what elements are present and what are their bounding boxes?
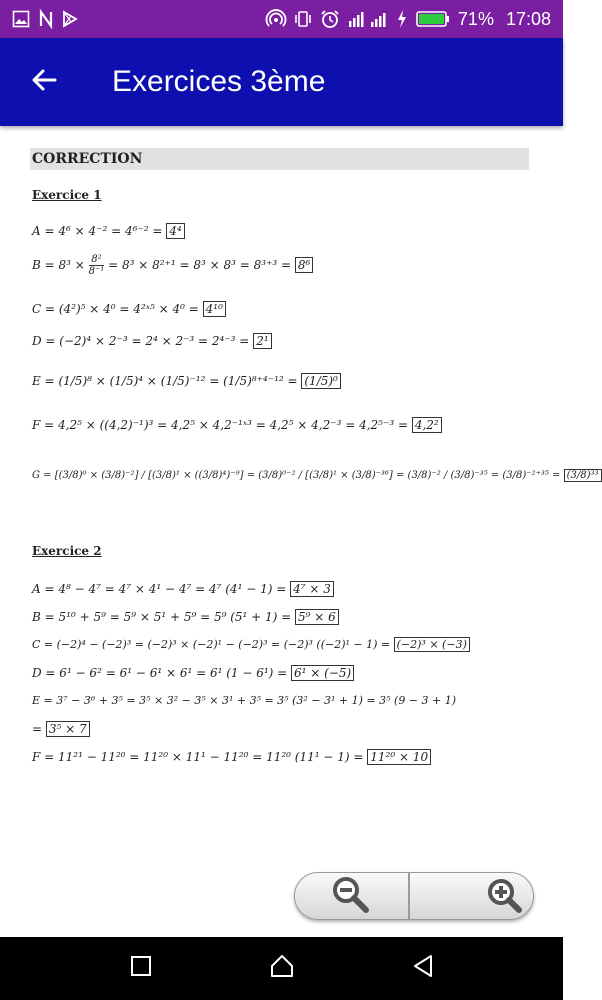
recents-icon xyxy=(129,954,153,983)
n-notification-icon xyxy=(39,9,53,29)
charging-icon xyxy=(396,9,408,29)
back-button[interactable] xyxy=(14,52,74,112)
zoom-out-icon xyxy=(330,874,374,919)
equation-2a: A = 4⁸ − 4⁷ = 4⁷ × 4¹ − 4⁷ = 4⁷ (4¹ − 1) = 4⁷ × 3 xyxy=(32,582,334,596)
gallery-icon xyxy=(12,9,30,29)
boxed-result: (−2)³ × (−3) xyxy=(394,637,470,652)
battery-percentage: 71% xyxy=(457,8,494,29)
alarm-icon xyxy=(320,9,340,29)
equation-2b: B = 5¹⁰ + 5⁹ = 5⁹ × 5¹ + 5⁹ = 5⁹ (5¹ + 1) = 5⁹ × 6 xyxy=(32,610,339,624)
fraction: $\frac{\text{8²}}{\text{8⁻¹}}$ xyxy=(88,254,105,277)
boxed-result: 4⁷ × 3 xyxy=(290,581,334,597)
boxed-result: (1/5)⁰ xyxy=(301,373,341,389)
boxed-result: (3/8)³³ xyxy=(564,469,602,482)
zoom-in-button[interactable] xyxy=(410,873,533,919)
back-icon xyxy=(410,953,436,984)
back-arrow-icon xyxy=(31,67,57,98)
home-button[interactable] xyxy=(260,947,304,991)
battery-icon xyxy=(416,9,450,29)
exercise-1-title: Exercice 1 xyxy=(32,188,102,202)
status-bar xyxy=(0,0,563,38)
vibrate-icon xyxy=(294,9,312,29)
equation-1d: D = (−2)⁴ × 2⁻³ = 2⁴ × 2⁻³ = 2⁴⁻³ = 2¹ xyxy=(32,334,272,348)
navigation-bar xyxy=(0,937,563,1000)
recents-button[interactable] xyxy=(119,947,163,991)
boxed-result: 4⁴ xyxy=(166,223,184,239)
equation-2d: D = 6¹ − 6² = 6¹ − 6¹ × 6¹ = 6¹ (1 − 6¹) = 6¹ × (−5) xyxy=(32,666,354,680)
equation-2e: E = 3⁷ − 3⁶ + 3⁵ = 3⁵ × 3² − 3⁵ × 3¹ + 3⁵ = 3⁵ (3² − 3¹ + 1) = 3⁵ (9 − 3 + 1) xyxy=(32,694,457,707)
hotspot-icon xyxy=(266,9,286,29)
boxed-result: 2¹ xyxy=(253,333,271,349)
equation-2f: F = 11²¹ − 11²⁰ = 11²⁰ × 11¹ − 11²⁰ = 11²⁰ (11¹ − 1) = 11²⁰ × 10 xyxy=(32,750,431,764)
document-view[interactable] xyxy=(0,126,599,937)
app-bar xyxy=(0,38,563,126)
zoom-out-button[interactable] xyxy=(295,873,408,919)
boxed-result: 3⁵ × 7 xyxy=(46,721,90,737)
page-title: Exercices 3ème xyxy=(112,65,326,98)
status-left-icons xyxy=(0,9,78,29)
equation-1a: A = 4⁶ × 4⁻² = 4⁶⁻² = 4⁴ xyxy=(32,224,185,238)
zoom-control xyxy=(294,872,534,920)
boxed-result: 5⁹ × 6 xyxy=(295,609,339,625)
boxed-result: 8⁶ xyxy=(295,257,313,273)
play-store-icon xyxy=(62,9,78,29)
equation-1e: E = (1/5)⁸ × (1/5)⁴ × (1/5)⁻¹² = (1/5)⁸⁺⁴⁻¹² = (1/5)⁰ xyxy=(32,374,341,388)
boxed-result: 4¹⁰ xyxy=(203,301,226,317)
equation-1b: B = 8³ × $\frac{\text{8²}}{\text{8⁻¹}}$ = 8³ × 8²⁺¹ = 8³ × 8³ = 8³⁺³ = 8⁶ xyxy=(32,254,313,277)
boxed-result: 4,2² xyxy=(412,417,442,433)
equation-2e-continued: = 3⁵ × 7 xyxy=(32,722,90,736)
equation-1g: G = [(3/8)⁰ × (3/8)⁻²] / [(3/8)¹ × ((3/8)⁴)⁻⁹] = (3/8)⁰⁻² / [(3/8)¹ × (3/8)⁻³⁶] = (3/8)⁻² / (3/8)⁻³⁵ = (3/8)⁻²⁺³⁵ = (3/8)³³ xyxy=(32,470,602,481)
zoom-in-icon xyxy=(483,874,523,919)
equation-2c: C = (−2)⁴ − (−2)³ = (−2)³ × (−2)¹ − (−2)³ = (−2)³ ((−2)¹ − 1) = (−2)³ × (−3) xyxy=(32,638,470,651)
nav-back-button[interactable] xyxy=(401,947,445,991)
equation-1f: F = 4,2⁵ × ((4,2)⁻¹)³ = 4,2⁵ × 4,2⁻¹ˣ³ = 4,2⁵ × 4,2⁻³ = 4,2⁵⁻³ = 4,2² xyxy=(32,418,442,432)
boxed-result: 6¹ × (−5) xyxy=(291,665,354,681)
status-right-icons xyxy=(266,9,563,30)
exercise-2-title: Exercice 2 xyxy=(32,544,102,558)
signal-icon xyxy=(348,9,388,29)
boxed-result: 11²⁰ × 10 xyxy=(367,749,431,765)
equation-1c: C = (4²)⁵ × 4⁰ = 4²ˣ⁵ × 4⁰ = 4¹⁰ xyxy=(32,302,226,316)
section-title: CORRECTION xyxy=(30,148,529,170)
home-icon xyxy=(269,953,295,984)
clock: 17:08 xyxy=(505,8,551,29)
